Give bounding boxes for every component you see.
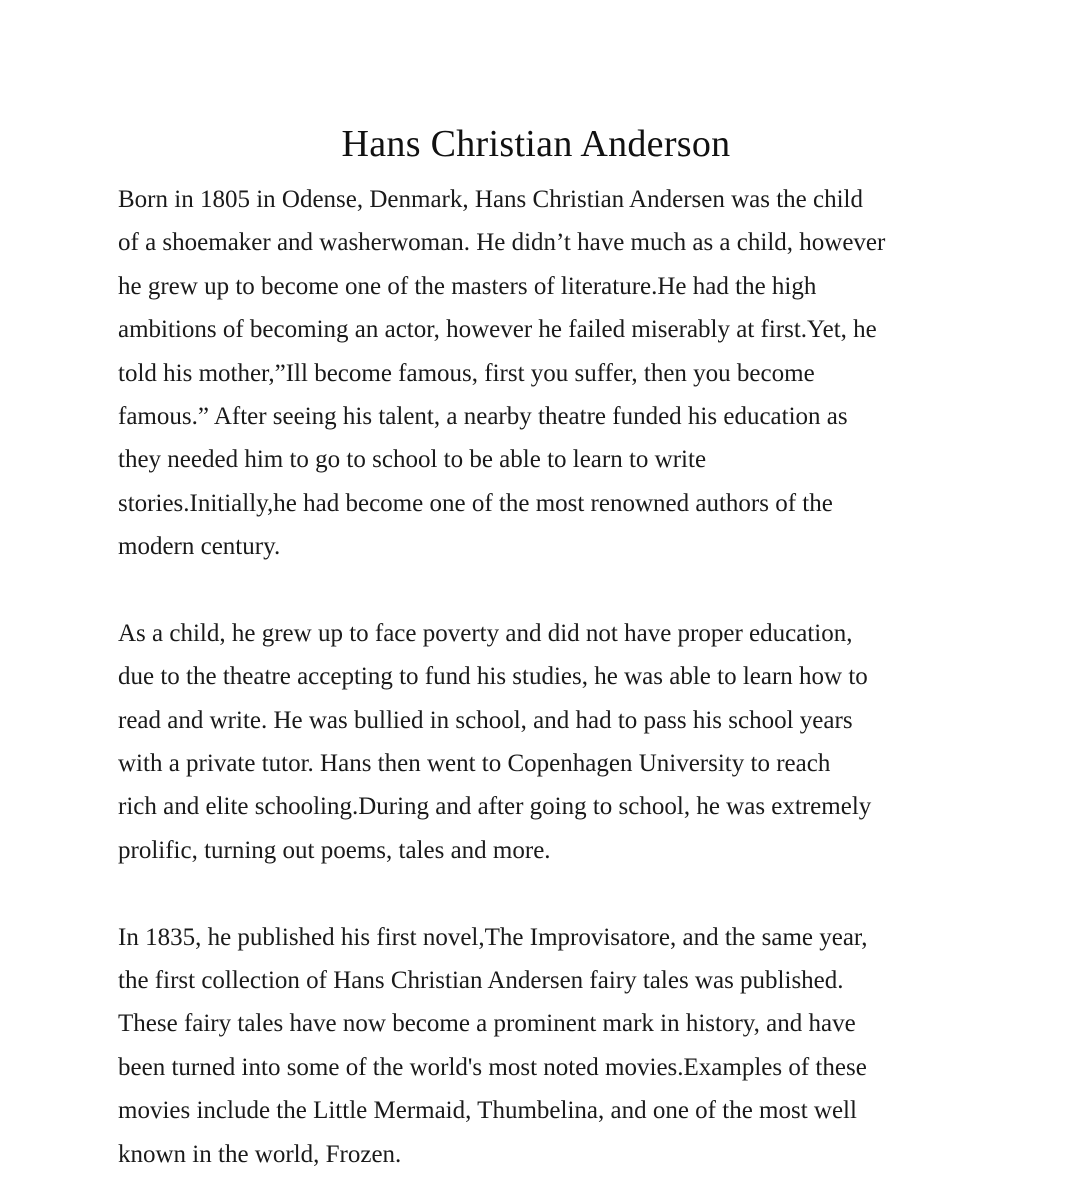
text-line: ambitions of becoming an actor, however he failed miserably at first.Yet, he — [118, 316, 877, 344]
paragraph-3 — [118, 916, 958, 1176]
text-line: prolific, turning out poems, tales and more. — [118, 836, 551, 864]
text-line: Born in 1805 in Odense, Denmark, Hans Christian Andersen was the child — [118, 186, 864, 213]
text-line: they needed him to go to school to be able to learn to write — [118, 446, 707, 474]
text-line: As a child, he grew up to face poverty and did not have proper education, — [118, 619, 853, 647]
text-line: told his mother,”Ill become famous, first you suffer, then you become — [118, 359, 815, 387]
document-title: Hans Christian Anderson — [341, 123, 731, 165]
document-body — [118, 178, 958, 1176]
paragraph-2 — [118, 612, 958, 872]
paragraph-1 — [118, 178, 958, 569]
text-line: known in the world, Frozen. — [118, 1140, 402, 1168]
text-line: he grew up to become one of the masters of literature.He had the high — [118, 272, 817, 300]
text-line: due to the theatre accepting to fund his studies, he was able to learn how to — [118, 663, 868, 691]
text-line: been turned into some of the world's most noted movies.Examples of these — [118, 1053, 867, 1081]
text-line: read and write. He was bullied in school, and had to pass his school years — [118, 706, 853, 734]
text-line: In 1835, he published his first novel,The Improvisatore, and the same year, — [118, 923, 868, 951]
text-line: stories.Initially,he had become one of the most renowned authors of the — [118, 489, 833, 517]
text-line: with a private tutor. Hans then went to Copenhagen University to reach — [118, 750, 831, 778]
text-line: movies include the Little Mermaid, Thumbelina, and one of the most well — [118, 1097, 857, 1125]
text-line: famous.” After seeing his talent, a nearby theatre funded his education as — [118, 402, 848, 430]
text-line: rich and elite schooling.During and after going to school, he was extremely — [118, 793, 872, 821]
text-line: of a shoemaker and washerwoman. He didn’t have much as a child, however — [118, 229, 886, 257]
paragraph-spacer — [118, 872, 958, 915]
text-line: modern century. — [118, 533, 281, 561]
text-line: the first collection of Hans Christian Andersen fairy tales was published. — [118, 967, 844, 995]
text-line: These fairy tales have now become a prominent mark in history, and have — [118, 1010, 856, 1038]
paragraph-spacer — [118, 569, 958, 612]
